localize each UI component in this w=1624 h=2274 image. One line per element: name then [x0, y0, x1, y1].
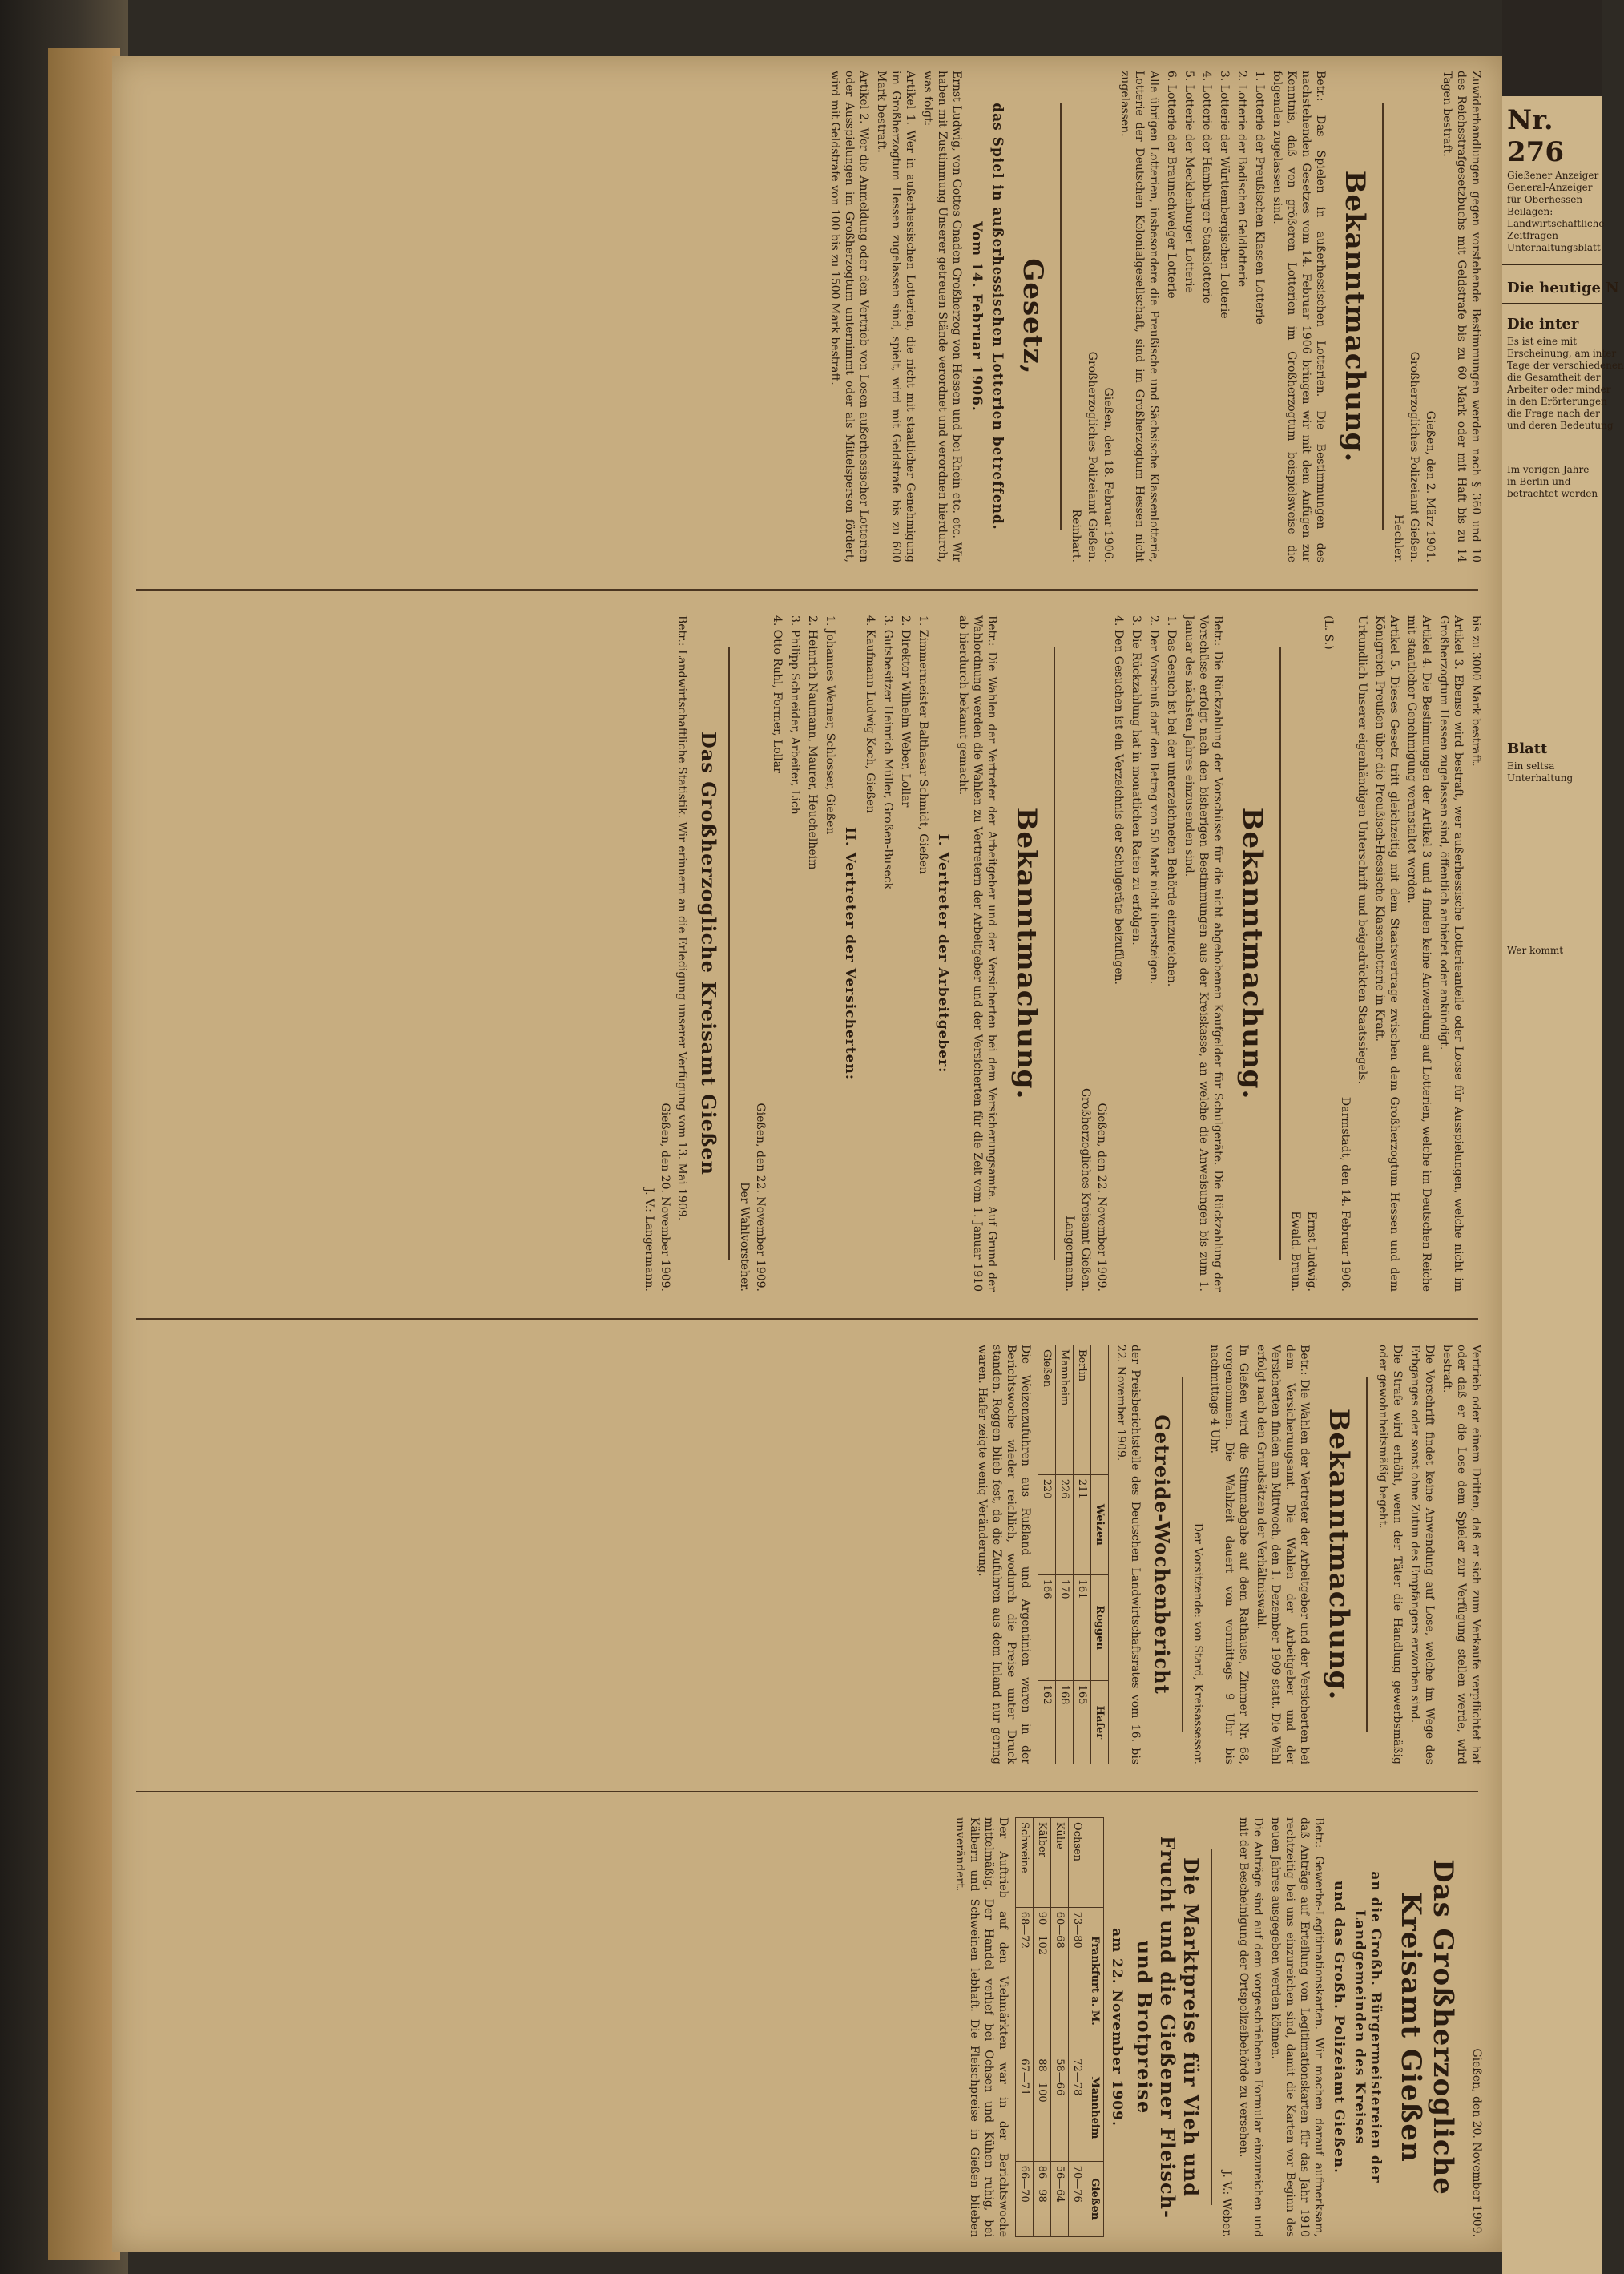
table-row [1016, 1818, 1034, 2237]
table-cell: 56—64 [1051, 2161, 1069, 2236]
table-header [1091, 1345, 1109, 1475]
table-cell: 211 [1074, 1474, 1091, 1574]
table-cell: 58—66 [1051, 2054, 1069, 2161]
district-office-subheading: und das Großh. Polizeiamt Gießen. [1331, 1881, 1347, 2174]
table-cell: Kühe [1051, 1818, 1069, 1908]
announcement-body: Die Anträge sind auf dem vorgeschriebenen Formular einzureichen und mit der Bescheinigung der Ortspolizeibehörde zu versehen. [1237, 1817, 1264, 2237]
law-article: Artikel 2. Wer die Anmeldung oder den Vertrieb von Losen außerhessischer Lotterien oder Ausspielungen im Großherzogtum unternimmt oder als Mittelsperson fördert, wird mit Geldstrafe von 100 bis zu 1500 Mark bestraft. [828, 71, 870, 562]
table-header: Mannheim [1086, 2054, 1104, 2161]
district-office-subheading: an die Großh. Bürgermeistereien der Landgemeinden des Kreises [1352, 1871, 1384, 2183]
place-date: Gießen, den 2. März 1901. [1424, 410, 1437, 562]
law-article: Artikel 1. Wer in außerhessischen Lotterien, die nicht mit staatlicher Genehmigung im Großherzogtum Hessen zugelassen sind, spielt, wird mit Geldstrafe bis zu 600 Mark bestraft. [875, 71, 917, 562]
table-row [1074, 1345, 1091, 1764]
table-row [1034, 1818, 1051, 2237]
headline-box [1502, 264, 1619, 304]
divider [1366, 1377, 1368, 1732]
signatory: Langermann. [1063, 1216, 1076, 1292]
list-item: 3. Gutsbesitzer Heinrich Müller, Großen-Buseck [881, 615, 894, 890]
announcement-body: Betr.: Das Spielen in außerhessischen Lotterien. Die Bestimmungen des nachstehenden Gesetzes vom 14. Februar 1906 bringen wir mit dem Anfügen zur Kenntnis, daß von größeren Lotterien im Großherzogtum beispielsweise die folgenden zugelassen sind. [1271, 71, 1327, 562]
list-item: 2. Der Vorschuß darf den Betrag von 50 Mark nicht übersteigen. [1147, 615, 1160, 985]
announcement-body: Alle übrigen Lotterien, insbesondere die Preußische und Sächsische Klassenlotterie, Lotterie der Deutschen Kolonialgesellschaft, sind im Großherzogtum Hessen nicht zugelassen. [1118, 71, 1160, 562]
table-header: Hafer [1091, 1680, 1109, 1764]
announcement-body: Betr.: Gewerbe-Legitimationskarten. Wir machen darauf aufmerksam, daß Anträge auf Erteilung von Legitimationskarten für das Jahr 1910 rechtzeitig bei uns einzureichen sind, damit die Karten vor Beginn des neuen Jahres ausgegeben werden können. [1269, 1817, 1325, 2237]
law-preamble: Ernst Ludwig, von Gottes Gnaden Großherzog von Hessen und bei Rhein etc. etc. Wir haben mit Zustimmung Unserer getreuen Stände verordnet und verordnen hierdurch, was folgt: [921, 71, 963, 562]
article-line: Wer kommt [1507, 945, 1564, 956]
masthead-line: General-Anzeiger [1507, 182, 1593, 193]
table-cell: 86—98 [1034, 2161, 1051, 2236]
law-heading: Gesetz, [1017, 258, 1049, 375]
lottery-item: 3. Lotterie der Württembergischen Lotterie [1218, 71, 1231, 319]
article-line: Tage der verschiedenen [1507, 360, 1624, 371]
article-heading: Die inter [1507, 316, 1579, 333]
announcement-heading: Bekanntmachung. [1010, 807, 1042, 1100]
masthead-line: Beilagen: [1507, 206, 1553, 217]
authority: Der Vorsitzende: von Stard, Kreisassessor. [1191, 1522, 1204, 1764]
divider [1279, 647, 1281, 1260]
column-1 [112, 56, 1502, 577]
article-line: Arbeiter oder minder [1507, 384, 1611, 395]
article-line: die Gesamtheit der [1507, 372, 1601, 383]
place-date: Gießen, den 22. November 1909. [754, 1103, 767, 1292]
masthead-line: Unterhaltungsblatt [1507, 242, 1601, 253]
grain-report-intro: der Preisberichtstelle des Deutschen Landwirtschaftsrates vom 16. bis 22. November 1909. [1114, 1345, 1142, 1764]
article-line: Es ist eine mit [1507, 336, 1577, 347]
authority: Großherzogliches Polizeiamt Gießen. [1408, 351, 1420, 562]
table-cell: 220 [1038, 1474, 1056, 1574]
column-3 [112, 1330, 1502, 1779]
table-cell: Berlin [1074, 1345, 1091, 1475]
list-item: 1. Johannes Werner, Schlosser, Gießen [824, 615, 836, 835]
place-date: Gießen, den 18. Februar 1906. [1102, 387, 1114, 562]
article-continuation: Vertrieb oder einem Dritten, daß er sich zum Verkaufe verpflichtet hat oder daß er die Lose dem Spieler zur Verfügung stellen werde, wird bestraft. [1441, 1345, 1482, 1764]
list-item: 1. Zimmermeister Balthasar Schmidt, Gießen [917, 615, 929, 874]
authority: Großherzogliches Polizeiamt Gießen. [1086, 351, 1098, 562]
list-item: 3. Philipp Schneider, Arbeiter, Lich [788, 615, 801, 815]
newspaper-page [112, 56, 1502, 2252]
announcement-heading: Bekanntmachung. [1323, 1408, 1355, 1701]
article-line: Ein seltsa [1507, 760, 1555, 772]
rotated-content [112, 56, 1502, 2252]
announcement-body: In Gießen wird die Stimmabgabe auf dem Rathause, Zimmer Nr. 68, vorgenommen. Die Wahlzeit dauert von vormittags 9 Uhr bis nachmittags 4 Uhr. [1208, 1345, 1250, 1764]
divider [1382, 103, 1384, 530]
article-line: die Frage nach der [1507, 408, 1600, 419]
article-line: Unterhaltung [1507, 772, 1574, 784]
table-cell: 72—78 [1069, 2054, 1086, 2161]
place-date: Darmstadt, den 14. Februar 1906. [1339, 1096, 1352, 1292]
market-price-table [1015, 1817, 1104, 2237]
table-row [1051, 1818, 1069, 2237]
table-cell: 168 [1056, 1680, 1074, 1764]
list-title: I. Vertreter der Arbeitgeber: [935, 833, 951, 1074]
column-rule [136, 589, 1478, 591]
law-article: Artikel 4. Die Bestimmungen der Artikel 3 und 4 finden keine Anwendung auf Lotterien, welche im Deutschen Reiche mit staatlicher Genehmigung veranstaltet werden. [1405, 615, 1433, 1292]
article-line: in den Erörterungen [1507, 396, 1607, 407]
masthead-line: Zeitfragen [1507, 230, 1558, 241]
list-item: 2. Direktor Wilhelm Weber, Lollar [899, 615, 912, 808]
law-continuation: bis zu 3000 Mark bestraft. [1469, 615, 1482, 767]
table-header [1086, 1818, 1104, 1908]
masthead-line: für Oberhessen [1507, 194, 1583, 205]
divider [1060, 103, 1062, 530]
seal: (L. S.) [1322, 615, 1335, 650]
article-text: Die Vorschrift findet keine Anwendung auf Lose, welche im Wege des Erbganges oder sonst ohne Zutun des Empfängers erworben sind. [1408, 1345, 1436, 1764]
announcement-body: Betr.: Die Wahlen der Vertreter der Arbeitgeber und der Versicherten bei dem Versicherungsamte. Auf Grund der Wahlordnung werden die Wahlen zu Vertretern der Arbeitgeber und der Versicherten für die Zeit vom 1. Januar 1910 ab hierdurch bekannt gemacht. [957, 615, 998, 1292]
lottery-item: 6. Lotterie der Braunschweiger Lotterie [1165, 71, 1178, 299]
article-heading: Blatt [1507, 740, 1548, 757]
market-report-body: Der Auftrieb auf den Viehmärkten war in der Berichtswoche mittelmäßig. Der Handel verlief bei Ochsen und Kühen ruhig, bei Kälbern und Schweinen lebhaft. Die Fleischpreise in Gießen blieben unverändert. [953, 1817, 1009, 2237]
table-cell: 70—76 [1069, 2161, 1086, 2236]
column-2 [112, 601, 1502, 1306]
issue-number: Nr. 276 [1507, 104, 1564, 168]
table-cell: 67—71 [1016, 2054, 1034, 2161]
table-cell: 60—68 [1051, 1907, 1069, 2054]
table-cell: Mannheim [1056, 1345, 1074, 1475]
signatory: Reinhart. [1070, 509, 1082, 562]
list-item: 1. Das Gesuch ist bei der unterzeichneten Behörde einzureichen. [1165, 615, 1178, 987]
column-4 [112, 1803, 1502, 2252]
table-header-row [1086, 1818, 1104, 2237]
ministers: Ewald. Braun. [1289, 1211, 1302, 1292]
signatory: J. V.: Langermann. [643, 1187, 655, 1292]
page-edge [48, 48, 120, 2260]
masthead-line: Landwirtschaftliche [1507, 218, 1605, 229]
notice-penalty: Zuwiderhandlungen gegen vorstehende Bestimmungen werden nach § 360 und 10 des Reichsstrafgesetzbuchs mit Geldstrafe bis zu 60 Mark oder mit Haft bis zu 14 Tagen bestraft. [1441, 71, 1482, 562]
law-attestation: Urkundlich Unserer eigenhändigen Unterschrift und beigedrückten Staatssiegels. [1356, 615, 1368, 1084]
lottery-item: 4. Lotterie der Hamburger Staatslotterie [1200, 71, 1213, 304]
grain-price-table [1038, 1345, 1109, 1764]
announcement-heading: Bekanntmachung. [1339, 170, 1371, 463]
table-cell: Kälber [1034, 1818, 1051, 1908]
headline: Die heutige N [1507, 280, 1619, 296]
grain-report-body: Die Weizenzufuhren aus Rußland und Argentinien waren in der Berichtswoche wieder reichlich, wodurch die Preise unter Druck standen. Roggen blieb fest, da die Zufuhren aus dem Inland nur gering waren. Hafer zeigte wenig Veränderung. [976, 1345, 1032, 1764]
article-line: in Berlin und [1507, 476, 1571, 487]
law-date: Vom 14. Februar 1906. [969, 221, 985, 412]
table-cell: 90—102 [1034, 1907, 1051, 2054]
announcement-body: Betr.: Landwirtschaftliche Statistik. Wir erinnern an die Erledigung unserer Verfügung vom 13. Mai 1909. [675, 615, 688, 1221]
table-header: Weizen [1091, 1474, 1109, 1574]
divider [1182, 1377, 1183, 1732]
table-header: Roggen [1091, 1574, 1109, 1680]
authority: Der Wahlvorsteher. [738, 1182, 751, 1292]
table-cell: 73—80 [1069, 1907, 1086, 2054]
table-cell: 88—100 [1034, 2054, 1051, 2161]
article-line: Erscheinung, am inter [1507, 348, 1617, 359]
grain-report-heading: Getreide-Wochenbericht [1151, 1414, 1174, 1695]
authority: Großherzogliches Kreisamt Gießen. [1079, 1088, 1092, 1292]
list-item: 4. Otto Ruhl, Former, Lollar [771, 615, 784, 773]
table-cell: 161 [1074, 1574, 1091, 1680]
announcement-body: Betr.: Die Wahlen der Vertreter der Arbeitgeber und der Versicherten bei dem Versicherungsamt. Die Wahlen der Arbeitgeber und der Versicherten finden am Mittwoch, den 1. Dezember 1909 statt. Die Wahl erfolgt nach den Grundsätzen der Verhältniswahl. [1255, 1345, 1311, 1764]
announcement-heading: Das Großherzogliche Kreisamt Gießen [697, 732, 720, 1175]
law-article: Artikel 5. Dieses Gesetz tritt gleichzeitig mit dem Staatsvertrage zwischen dem Großherzogtum Hessen und dem Königreich Preußen über die Preußisch-Hessische Klassenlotterie in Kraft. [1373, 615, 1400, 1292]
place-date: Gießen, den 20. November 1909. [659, 1103, 671, 1292]
table-header: Frankfurt a. M. [1086, 1907, 1104, 2054]
list-item: 4. Kaufmann Ludwig Koch, Gießen [864, 615, 876, 813]
divider [1054, 647, 1055, 1260]
divider [1211, 1849, 1212, 2205]
signatory: Hechler. [1392, 514, 1404, 562]
market-prices-heading: Die Marktpreise für Vieh und Frucht und die Gießener Fleisch- und Brotpreise [1133, 1836, 1203, 2219]
announcement-body: Betr.: Die Rückzahlung der Vorschüsse für die nicht abgehobenen Kaufgelder für Schulgeräte. Die Rückzahlung der Vorschüsse erfolgt nach den bisherigen Bestimmungen aus der Kreiskasse, an welche die Anweisungen bis zum 1. Januar des nächsten Jahres einzusenden sind. [1183, 615, 1224, 1292]
lottery-item: 1. Lotterie der Preußischen Klassen-Lotterie [1253, 71, 1266, 325]
table-cell: 66—70 [1016, 2161, 1034, 2236]
table-cell: 166 [1038, 1574, 1056, 1680]
article-line: und deren Bedeutung [1507, 420, 1614, 431]
lottery-item: 2. Lotterie der Badischen Geldlotterie [1235, 71, 1248, 288]
place-date: Gießen, den 20. November 1909. [1470, 2048, 1483, 2237]
column-rule [136, 1318, 1478, 1320]
list-title: II. Vertreter der Versicherten: [842, 826, 858, 1081]
table-cell: 68—72 [1016, 1907, 1034, 2054]
table-cell: Gießen [1038, 1345, 1056, 1475]
masthead-line: Gießener Anzeiger [1507, 170, 1599, 181]
adjacent-page-strip [1502, 96, 1624, 2274]
list-item: 2. Heinrich Naumann, Maurer, Heuchelheim [806, 615, 819, 870]
table-row [1038, 1345, 1056, 1764]
table-cell: 170 [1056, 1574, 1074, 1680]
article-line: betrachtet werden [1507, 488, 1598, 499]
announcement-heading: Bekanntmachung. [1236, 807, 1268, 1100]
place-date: Gießen, den 22. November 1909. [1095, 1103, 1108, 1292]
law-article: Artikel 3. Ebenso wird bestraft, wer außerhessische Lotterieanteile oder Loose für Ausspielungen, welche nicht im Großherzogtum Hessen zugelassen sind, öffentlich anbietet oder ankündigt. [1437, 615, 1465, 1292]
lottery-item: 5. Lotterie der Mecklenburger Lotterie [1183, 71, 1195, 293]
table-cell: 165 [1074, 1680, 1091, 1764]
divider [728, 647, 730, 1260]
district-office-heading: Das Großherzogliche Kreisamt Gießen [1395, 1859, 1459, 2195]
table-header-row [1091, 1345, 1109, 1764]
signatory: J. V.: Weber. [1220, 2170, 1233, 2237]
table-row [1056, 1345, 1074, 1764]
table-cell: 162 [1038, 1680, 1056, 1764]
table-header: Gießen [1086, 2161, 1104, 2236]
table-cell: Ochsen [1069, 1818, 1086, 1908]
scanner-background [1502, 0, 1602, 96]
article-line: Im vorigen Jahre [1507, 464, 1590, 475]
market-prices-date: am 22. November 1909. [1109, 1928, 1125, 2127]
list-item: 4. Den Gesuchen ist ein Verzeichnis der Schulgeräte beizufügen. [1112, 615, 1125, 985]
list-item: 3. Die Rückzahlung hat in monatlichen Raten zu erfolgen. [1130, 615, 1142, 945]
table-cell: 226 [1056, 1474, 1074, 1574]
law-subheading: das Spiel in außerhessischen Lotterien betreffend. [989, 103, 1005, 530]
table-row [1069, 1818, 1086, 2237]
signature: Ernst Ludwig. [1305, 1211, 1318, 1292]
article-text: Die Strafe wird erhöht, wenn der Täter die Handlung gewerbsmäßig oder gewohnheitsmäßig begeht. [1376, 1345, 1404, 1764]
column-rule [136, 1791, 1478, 1792]
table-cell: Schweine [1016, 1818, 1034, 1908]
